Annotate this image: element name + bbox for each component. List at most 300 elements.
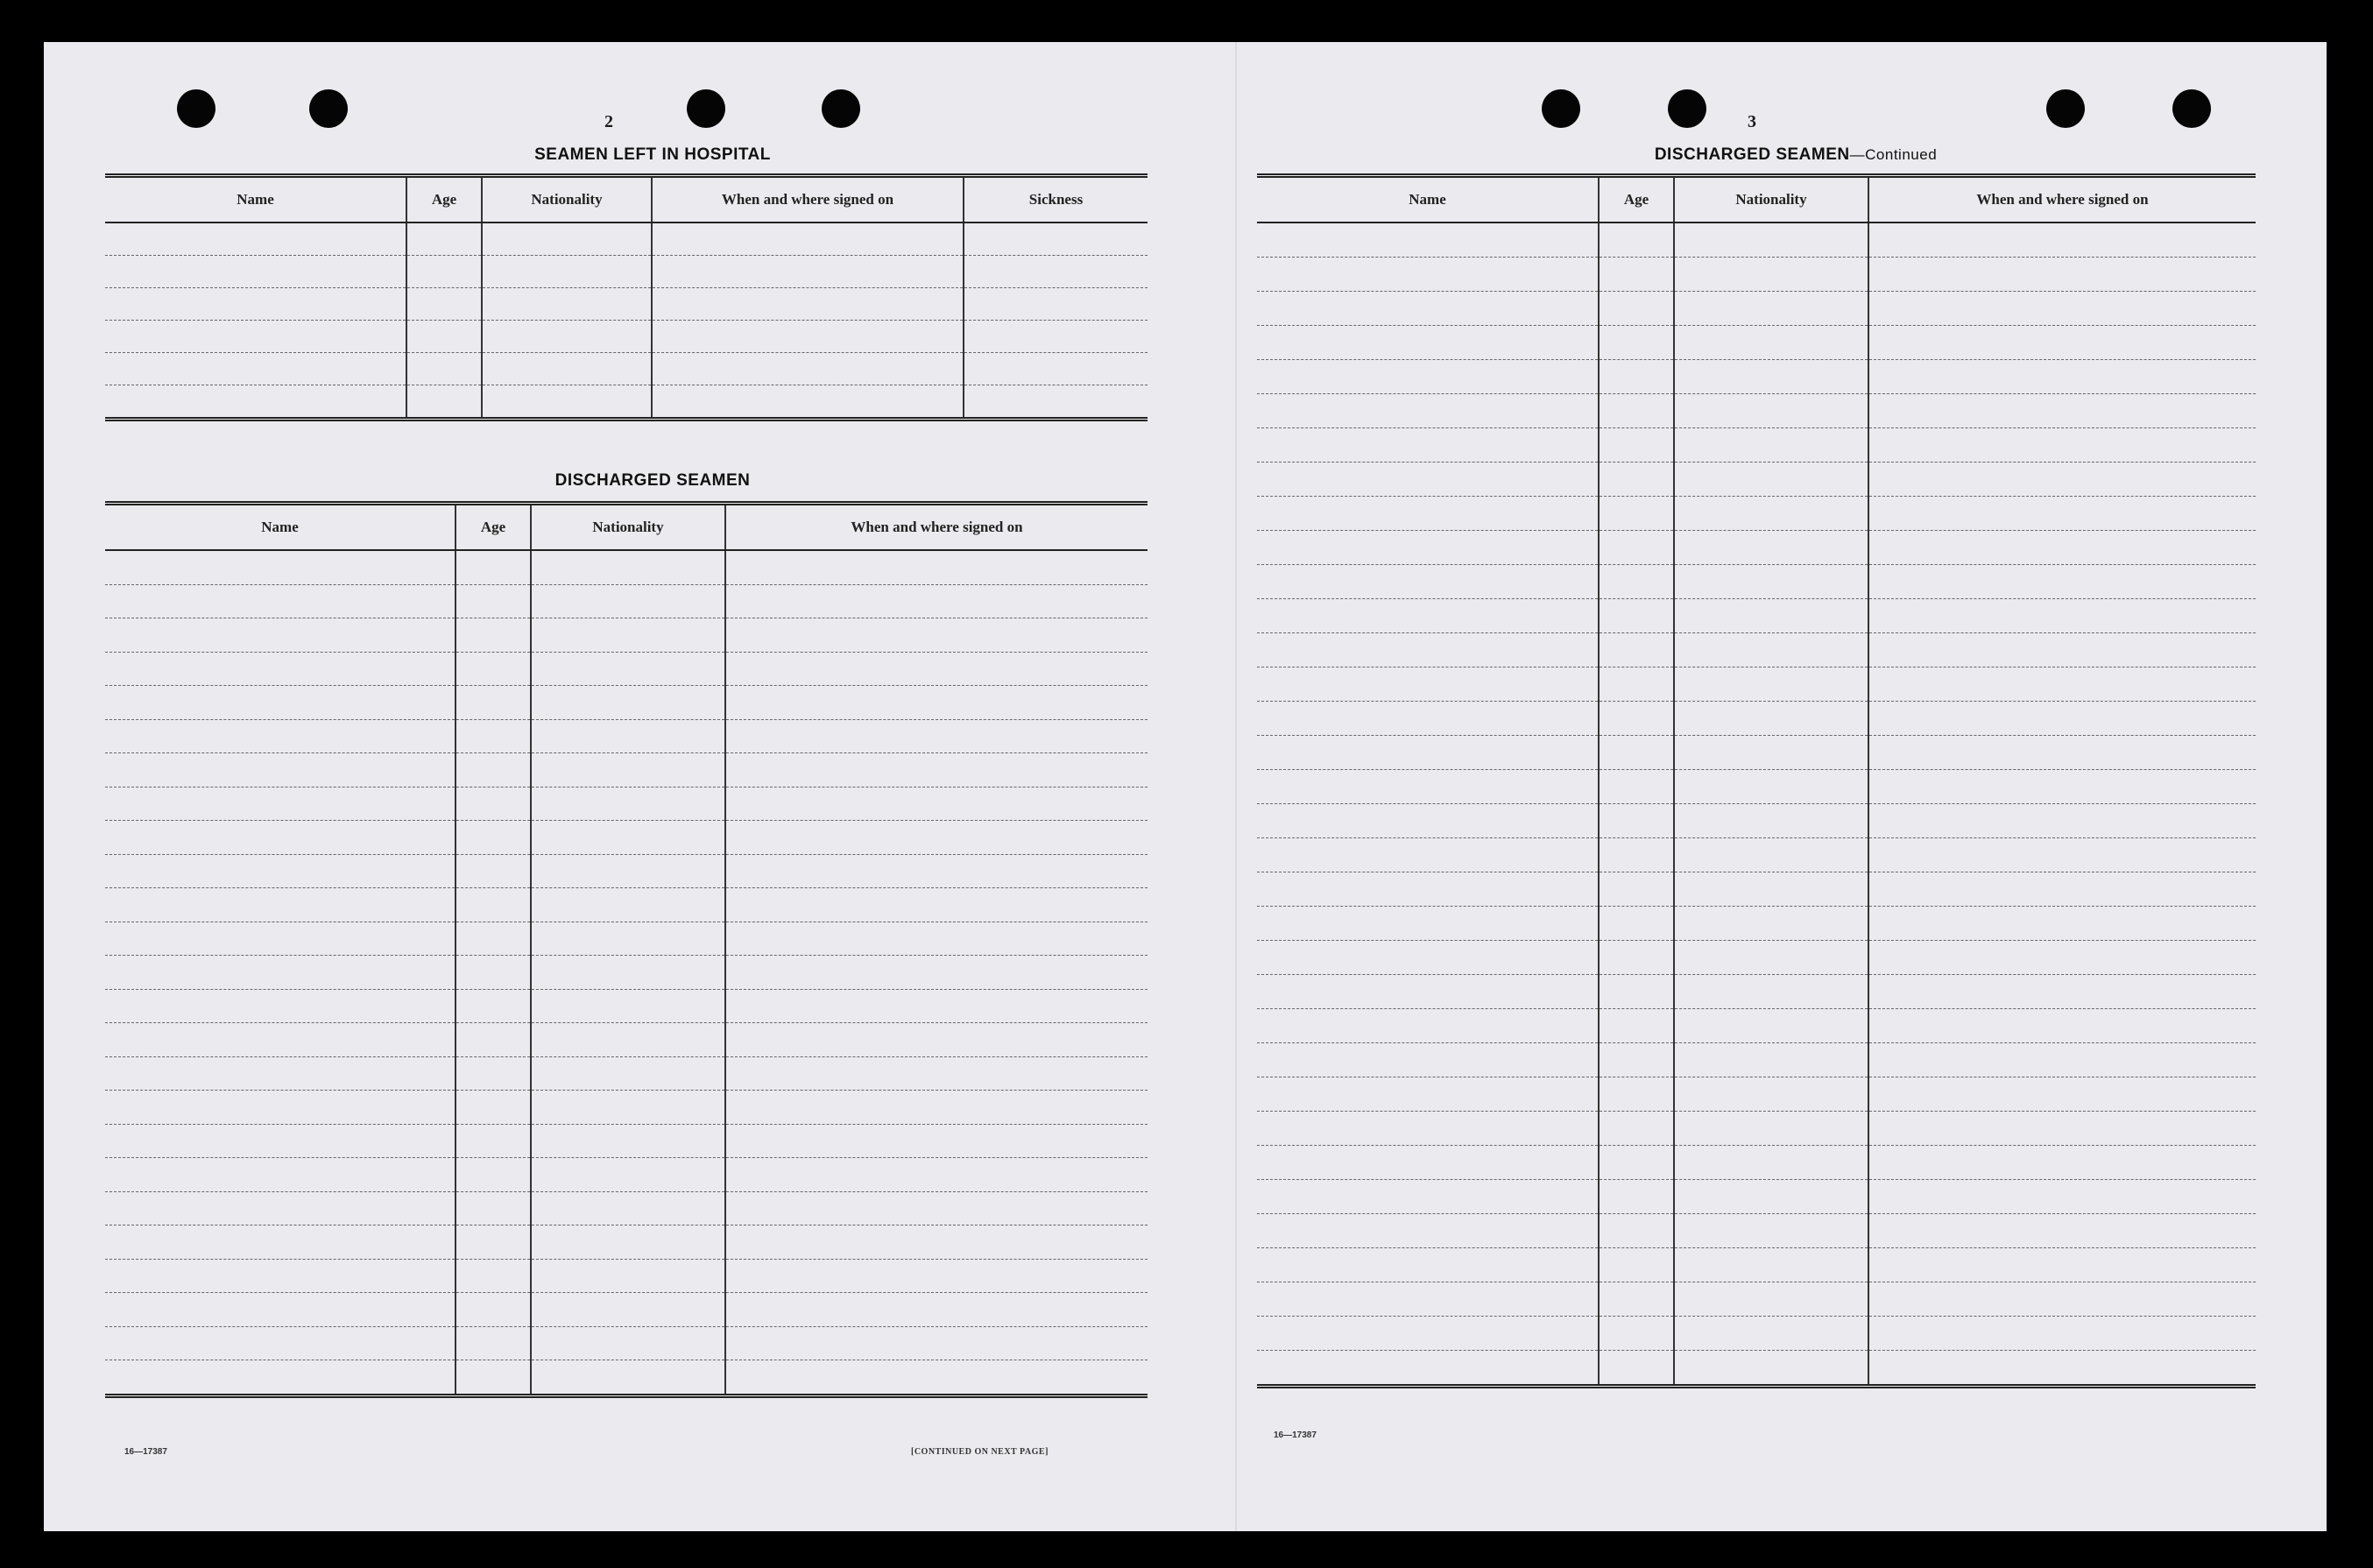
- continued-note: [CONTINUED ON NEXT PAGE]: [911, 1447, 1049, 1457]
- table-cell[interactable]: [1599, 1248, 1674, 1282]
- table-cell[interactable]: [1868, 292, 2256, 326]
- table-cell[interactable]: [1674, 1248, 1868, 1282]
- table-cell[interactable]: [531, 1158, 725, 1192]
- table-cell[interactable]: [456, 989, 531, 1023]
- table-cell[interactable]: [725, 821, 1148, 855]
- table-cell[interactable]: [531, 1326, 725, 1360]
- table-row: [105, 1225, 1148, 1260]
- table-cell[interactable]: [1257, 1112, 1599, 1146]
- table-cell[interactable]: [456, 753, 531, 788]
- table-cell[interactable]: [456, 1091, 531, 1125]
- table-cell[interactable]: [406, 353, 482, 385]
- table-cell[interactable]: [1257, 463, 1599, 497]
- table-cell[interactable]: [456, 1023, 531, 1057]
- table-cell[interactable]: [1257, 394, 1599, 428]
- table-cell[interactable]: [652, 385, 964, 420]
- table-cell[interactable]: [456, 787, 531, 821]
- table-cell[interactable]: [1599, 1009, 1674, 1043]
- punch-hole: [2172, 89, 2211, 128]
- table-row: [105, 1023, 1148, 1057]
- table-cell[interactable]: [1599, 667, 1674, 702]
- discharged-table: [105, 501, 1148, 1398]
- table-cell[interactable]: [1599, 599, 1674, 633]
- table-cell[interactable]: [1868, 258, 2256, 292]
- table-cell[interactable]: [1674, 222, 1868, 258]
- table-cell[interactable]: [1868, 1248, 2256, 1282]
- table-cell[interactable]: [964, 288, 1148, 321]
- table-cell[interactable]: [531, 1091, 725, 1125]
- table-cell[interactable]: [105, 1326, 456, 1360]
- table-cell[interactable]: [1257, 907, 1599, 941]
- table-cell[interactable]: [531, 1293, 725, 1327]
- table-cell[interactable]: [725, 1326, 1148, 1360]
- table-cell[interactable]: [105, 256, 406, 288]
- table-cell[interactable]: [1868, 702, 2256, 736]
- table-cell[interactable]: [1257, 497, 1599, 531]
- table-cell[interactable]: [1257, 1214, 1599, 1248]
- table-cell[interactable]: [725, 618, 1148, 653]
- table-cell[interactable]: [1599, 1317, 1674, 1351]
- table-cell[interactable]: [105, 288, 406, 321]
- table-cell[interactable]: [652, 321, 964, 353]
- table-cell[interactable]: [531, 550, 725, 584]
- table-cell[interactable]: [1868, 1214, 2256, 1248]
- table-cell[interactable]: [456, 719, 531, 753]
- table-cell[interactable]: [105, 1191, 456, 1225]
- table-cell[interactable]: [1599, 838, 1674, 872]
- table-cell[interactable]: [531, 888, 725, 922]
- table-cell[interactable]: [406, 385, 482, 420]
- table-cell[interactable]: [105, 584, 456, 618]
- table-cell[interactable]: [1257, 258, 1599, 292]
- table-cell[interactable]: [105, 1124, 456, 1158]
- table-cell[interactable]: [1599, 804, 1674, 838]
- table-cell[interactable]: [105, 321, 406, 353]
- table-cell[interactable]: [1599, 360, 1674, 394]
- table-cell[interactable]: [1257, 736, 1599, 770]
- table-cell[interactable]: [1868, 1317, 2256, 1351]
- table-row: [1257, 1180, 2256, 1214]
- table-cell[interactable]: [1599, 975, 1674, 1009]
- table-cell[interactable]: [105, 854, 456, 888]
- table-row: [1257, 907, 2256, 941]
- table-cell[interactable]: [1257, 941, 1599, 975]
- table-cell[interactable]: [725, 888, 1148, 922]
- table-cell[interactable]: [105, 753, 456, 788]
- table-cell[interactable]: [1599, 463, 1674, 497]
- table-cell[interactable]: [1868, 326, 2256, 360]
- table-cell[interactable]: [1257, 667, 1599, 702]
- table-cell[interactable]: [1599, 872, 1674, 907]
- table-cell[interactable]: [531, 1124, 725, 1158]
- table-cell[interactable]: [1674, 872, 1868, 907]
- table-cell[interactable]: [964, 256, 1148, 288]
- table-cell[interactable]: [652, 256, 964, 288]
- table-cell[interactable]: [105, 618, 456, 653]
- table-cell[interactable]: [456, 854, 531, 888]
- table-cell[interactable]: [531, 1056, 725, 1091]
- table-cell[interactable]: [725, 989, 1148, 1023]
- table-cell[interactable]: [1674, 667, 1868, 702]
- table-cell[interactable]: [725, 1023, 1148, 1057]
- table-cell[interactable]: [482, 385, 652, 420]
- table-cell[interactable]: [531, 1360, 725, 1396]
- table-cell[interactable]: [1674, 838, 1868, 872]
- table-cell[interactable]: [1257, 1248, 1599, 1282]
- table-cell[interactable]: [1257, 838, 1599, 872]
- page-number-left: 2: [604, 112, 613, 131]
- table-cell[interactable]: [531, 989, 725, 1023]
- table-cell[interactable]: [1674, 1009, 1868, 1043]
- table-cell[interactable]: [105, 1056, 456, 1091]
- table-cell[interactable]: [1868, 531, 2256, 565]
- table-cell[interactable]: [1257, 872, 1599, 907]
- table-cell[interactable]: [456, 1326, 531, 1360]
- table-cell[interactable]: [1257, 804, 1599, 838]
- table-cell[interactable]: [1868, 872, 2256, 907]
- table-cell[interactable]: [1257, 222, 1599, 258]
- table-cell[interactable]: [456, 1293, 531, 1327]
- table-cell[interactable]: [1868, 463, 2256, 497]
- table-cell[interactable]: [1868, 1077, 2256, 1112]
- table-cell[interactable]: [725, 652, 1148, 686]
- table-cell[interactable]: [1674, 599, 1868, 633]
- table-cell[interactable]: [1257, 1043, 1599, 1077]
- table-cell[interactable]: [1674, 497, 1868, 531]
- table-cell[interactable]: [1868, 667, 2256, 702]
- table-row: [105, 1293, 1148, 1327]
- table-cell[interactable]: [456, 652, 531, 686]
- table-cell[interactable]: [725, 719, 1148, 753]
- table-cell[interactable]: [1868, 633, 2256, 667]
- table-row: [1257, 1009, 2256, 1043]
- table-cell[interactable]: [105, 719, 456, 753]
- table-cell[interactable]: [105, 922, 456, 956]
- continued-title-main: DISCHARGED SEAMEN: [1654, 145, 1850, 164]
- table-cell[interactable]: [482, 353, 652, 385]
- table-cell[interactable]: [105, 989, 456, 1023]
- column-header: Nationality: [1674, 176, 1868, 223]
- table-cell[interactable]: [1674, 258, 1868, 292]
- table-cell[interactable]: [531, 1259, 725, 1293]
- table-cell[interactable]: [1599, 428, 1674, 463]
- table-cell[interactable]: [456, 1259, 531, 1293]
- table-cell[interactable]: [1868, 360, 2256, 394]
- table-cell[interactable]: [725, 1056, 1148, 1091]
- table-cell[interactable]: [725, 1360, 1148, 1396]
- table-cell[interactable]: [964, 321, 1148, 353]
- table-row: [1257, 1282, 2256, 1317]
- table-cell[interactable]: [1674, 804, 1868, 838]
- table-cell[interactable]: [105, 686, 456, 720]
- table-cell[interactable]: [456, 1191, 531, 1225]
- table-cell[interactable]: [1257, 360, 1599, 394]
- table-cell[interactable]: [1599, 565, 1674, 599]
- table-cell[interactable]: [1257, 292, 1599, 326]
- table-row: [105, 652, 1148, 686]
- table-cell[interactable]: [105, 1225, 456, 1260]
- table-cell[interactable]: [1868, 599, 2256, 633]
- table-cell[interactable]: [105, 1091, 456, 1125]
- table-cell[interactable]: [456, 618, 531, 653]
- table-cell[interactable]: [1674, 1214, 1868, 1248]
- table-cell[interactable]: [456, 584, 531, 618]
- table-cell[interactable]: [725, 922, 1148, 956]
- table-cell[interactable]: [1257, 633, 1599, 667]
- table-cell[interactable]: [1599, 633, 1674, 667]
- table-cell[interactable]: [531, 719, 725, 753]
- table-cell[interactable]: [1674, 941, 1868, 975]
- table-cell[interactable]: [1674, 907, 1868, 941]
- table-cell[interactable]: [1257, 1180, 1599, 1214]
- table-cell[interactable]: [482, 256, 652, 288]
- table-cell[interactable]: [1674, 1077, 1868, 1112]
- table-cell[interactable]: [105, 222, 406, 256]
- table-cell[interactable]: [482, 222, 652, 256]
- table-cell[interactable]: [725, 1259, 1148, 1293]
- hospital-table: [105, 173, 1148, 421]
- table-cell[interactable]: [1599, 1043, 1674, 1077]
- table-cell[interactable]: [1868, 804, 2256, 838]
- table-cell[interactable]: [531, 618, 725, 653]
- table-cell[interactable]: [105, 787, 456, 821]
- table-cell[interactable]: [1599, 1282, 1674, 1317]
- table-cell[interactable]: [1674, 1282, 1868, 1317]
- table-cell[interactable]: [1674, 1146, 1868, 1180]
- table-cell[interactable]: [1674, 565, 1868, 599]
- table-cell[interactable]: [1868, 1282, 2256, 1317]
- table-cell[interactable]: [105, 888, 456, 922]
- table-row: [1257, 222, 2256, 258]
- table-cell[interactable]: [1599, 497, 1674, 531]
- table-cell[interactable]: [1599, 222, 1674, 258]
- table-cell[interactable]: [456, 1360, 531, 1396]
- table-cell[interactable]: [725, 1225, 1148, 1260]
- table-cell[interactable]: [1257, 1009, 1599, 1043]
- table-cell[interactable]: [1599, 1146, 1674, 1180]
- table-cell[interactable]: [105, 652, 456, 686]
- table-cell[interactable]: [1868, 1180, 2256, 1214]
- table-row: [1257, 1214, 2256, 1248]
- table-cell[interactable]: [725, 1191, 1148, 1225]
- table-cell[interactable]: [531, 922, 725, 956]
- table-cell[interactable]: [105, 1259, 456, 1293]
- table-cell[interactable]: [456, 1225, 531, 1260]
- table-cell[interactable]: [105, 1158, 456, 1192]
- table-cell[interactable]: [406, 222, 482, 256]
- table-cell[interactable]: [105, 1023, 456, 1057]
- table-cell[interactable]: [456, 821, 531, 855]
- table-row: [105, 222, 1148, 256]
- table-cell[interactable]: [1599, 941, 1674, 975]
- table-cell[interactable]: [1868, 736, 2256, 770]
- table-cell[interactable]: [456, 888, 531, 922]
- table-cell[interactable]: [1257, 1077, 1599, 1112]
- table-row: [1257, 292, 2256, 326]
- table-cell[interactable]: [725, 550, 1148, 584]
- table-cell[interactable]: [1868, 907, 2256, 941]
- table-row: [105, 584, 1148, 618]
- form-number-right: 16—17387: [1274, 1430, 1317, 1440]
- table-cell[interactable]: [1868, 1043, 2256, 1077]
- table-cell[interactable]: [1868, 1351, 2256, 1387]
- table-cell[interactable]: [531, 956, 725, 990]
- table-cell[interactable]: [964, 353, 1148, 385]
- table-cell[interactable]: [531, 1225, 725, 1260]
- table-cell[interactable]: [1257, 531, 1599, 565]
- table-cell[interactable]: [531, 1023, 725, 1057]
- table-cell[interactable]: [1257, 1317, 1599, 1351]
- table-cell[interactable]: [1257, 565, 1599, 599]
- table-cell[interactable]: [1257, 770, 1599, 804]
- table-row: [1257, 565, 2256, 599]
- table-cell[interactable]: [1868, 770, 2256, 804]
- table-cell[interactable]: [1868, 941, 2256, 975]
- table-cell[interactable]: [1257, 1351, 1599, 1387]
- table-cell[interactable]: [725, 1091, 1148, 1125]
- table-cell[interactable]: [1257, 326, 1599, 360]
- table-cell[interactable]: [1257, 1282, 1599, 1317]
- table-cell[interactable]: [1599, 258, 1674, 292]
- table-cell[interactable]: [1674, 975, 1868, 1009]
- table-cell[interactable]: [1599, 702, 1674, 736]
- table-cell[interactable]: [1257, 599, 1599, 633]
- table-row: [105, 719, 1148, 753]
- table-cell[interactable]: [1868, 1009, 2256, 1043]
- table-cell[interactable]: [1674, 633, 1868, 667]
- table-cell[interactable]: [725, 1124, 1148, 1158]
- table-cell[interactable]: [1257, 975, 1599, 1009]
- table-cell[interactable]: [1599, 326, 1674, 360]
- table-cell[interactable]: [406, 256, 482, 288]
- table-cell[interactable]: [1674, 292, 1868, 326]
- table-cell[interactable]: [1868, 838, 2256, 872]
- table-row: [1257, 770, 2256, 804]
- table-cell[interactable]: [105, 385, 406, 420]
- table-cell[interactable]: [1868, 428, 2256, 463]
- table-row: [105, 888, 1148, 922]
- table-cell[interactable]: [964, 385, 1148, 420]
- table-cell[interactable]: [1868, 394, 2256, 428]
- table-cell[interactable]: [1257, 702, 1599, 736]
- table-cell[interactable]: [1674, 1180, 1868, 1214]
- table-row: [105, 353, 1148, 385]
- table-cell[interactable]: [1599, 1112, 1674, 1146]
- table-cell[interactable]: [1599, 736, 1674, 770]
- table-cell[interactable]: [105, 1360, 456, 1396]
- table-cell[interactable]: [1868, 497, 2256, 531]
- table-cell[interactable]: [531, 686, 725, 720]
- table-cell[interactable]: [482, 288, 652, 321]
- table-cell[interactable]: [1674, 1317, 1868, 1351]
- table-row: [1257, 736, 2256, 770]
- table-cell[interactable]: [1868, 565, 2256, 599]
- table-cell[interactable]: [725, 753, 1148, 788]
- table-cell[interactable]: [725, 956, 1148, 990]
- table-cell[interactable]: [652, 222, 964, 256]
- table-cell[interactable]: [531, 584, 725, 618]
- table-cell[interactable]: [105, 353, 406, 385]
- table-cell[interactable]: [456, 1056, 531, 1091]
- table-cell[interactable]: [725, 584, 1148, 618]
- table-cell[interactable]: [456, 686, 531, 720]
- table-cell[interactable]: [725, 787, 1148, 821]
- punch-hole: [1668, 89, 1706, 128]
- table-cell[interactable]: [1674, 360, 1868, 394]
- table-cell[interactable]: [105, 550, 456, 584]
- table-cell[interactable]: [1674, 702, 1868, 736]
- table-cell[interactable]: [1674, 326, 1868, 360]
- table-row: [105, 686, 1148, 720]
- table-cell[interactable]: [725, 1293, 1148, 1327]
- table-cell[interactable]: [531, 787, 725, 821]
- table-cell[interactable]: [1599, 292, 1674, 326]
- table-cell[interactable]: [652, 288, 964, 321]
- table-cell[interactable]: [1674, 394, 1868, 428]
- table-cell[interactable]: [456, 922, 531, 956]
- table-cell[interactable]: [531, 753, 725, 788]
- table-cell[interactable]: [1599, 531, 1674, 565]
- table-cell[interactable]: [105, 821, 456, 855]
- table-cell[interactable]: [531, 854, 725, 888]
- table-cell[interactable]: [1868, 222, 2256, 258]
- table-cell[interactable]: [1674, 1112, 1868, 1146]
- table-row: [105, 321, 1148, 353]
- table-cell[interactable]: [1599, 1180, 1674, 1214]
- table-cell[interactable]: [1257, 1146, 1599, 1180]
- table-cell[interactable]: [1599, 394, 1674, 428]
- table-cell[interactable]: [456, 956, 531, 990]
- table-cell[interactable]: [1599, 770, 1674, 804]
- table-cell[interactable]: [531, 821, 725, 855]
- table-cell[interactable]: [105, 1293, 456, 1327]
- table-cell[interactable]: [456, 550, 531, 584]
- table-cell[interactable]: [1674, 531, 1868, 565]
- table-cell[interactable]: [1257, 428, 1599, 463]
- table-cell[interactable]: [964, 222, 1148, 256]
- table-row: [1257, 428, 2256, 463]
- table-cell[interactable]: [1674, 463, 1868, 497]
- punch-hole: [687, 89, 725, 128]
- table-cell[interactable]: [1674, 770, 1868, 804]
- table-cell[interactable]: [531, 652, 725, 686]
- table-cell[interactable]: [1599, 907, 1674, 941]
- table-cell[interactable]: [406, 321, 482, 353]
- table-cell[interactable]: [482, 321, 652, 353]
- table-cell[interactable]: [1868, 1112, 2256, 1146]
- table-cell[interactable]: [725, 854, 1148, 888]
- table-cell[interactable]: [1674, 736, 1868, 770]
- table-cell[interactable]: [456, 1158, 531, 1192]
- table-cell[interactable]: [406, 288, 482, 321]
- table-cell[interactable]: [725, 686, 1148, 720]
- table-cell[interactable]: [1674, 428, 1868, 463]
- table-cell[interactable]: [456, 1124, 531, 1158]
- table-cell[interactable]: [531, 1191, 725, 1225]
- table-cell[interactable]: [1674, 1043, 1868, 1077]
- table-cell[interactable]: [1599, 1077, 1674, 1112]
- table-cell[interactable]: [105, 956, 456, 990]
- table-cell[interactable]: [725, 1158, 1148, 1192]
- punch-hole: [309, 89, 348, 128]
- table-cell[interactable]: [1868, 975, 2256, 1009]
- table-cell[interactable]: [1674, 1351, 1868, 1387]
- table-cell[interactable]: [1599, 1214, 1674, 1248]
- table-cell[interactable]: [1599, 1351, 1674, 1387]
- table-cell[interactable]: [1868, 1146, 2256, 1180]
- table-cell[interactable]: [652, 353, 964, 385]
- column-header: Sickness: [964, 176, 1148, 223]
